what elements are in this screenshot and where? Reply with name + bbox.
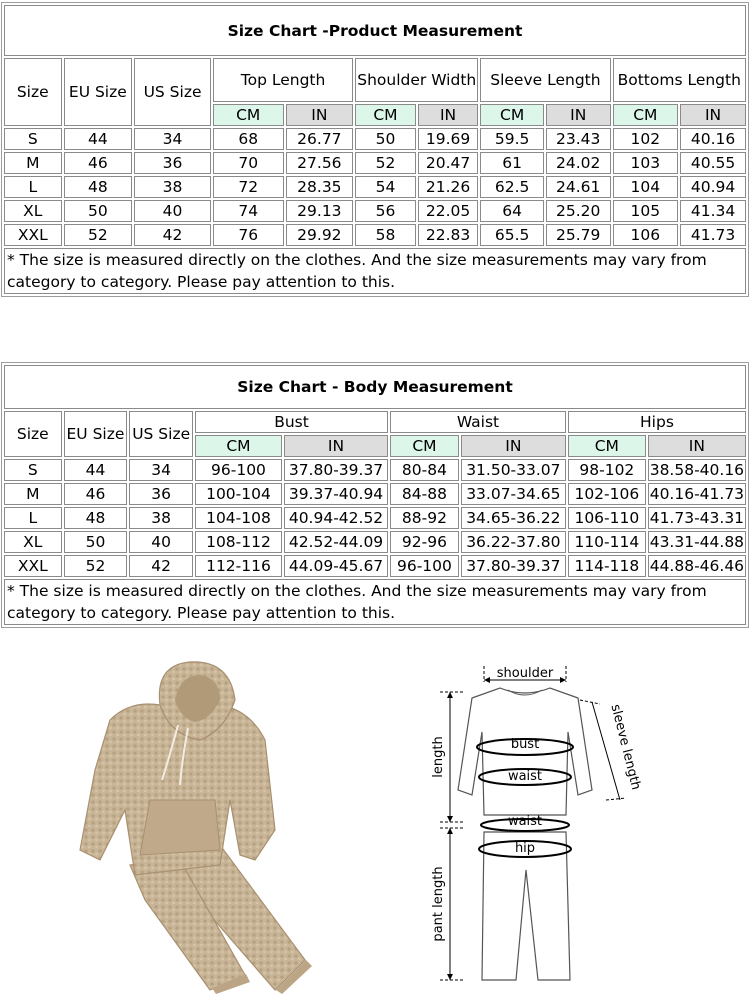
table-cell: 42 — [134, 224, 211, 246]
table-row — [4, 555, 746, 577]
table-cell: 105 — [613, 200, 679, 222]
table-cell: 104 — [613, 176, 679, 198]
table-cell: 24.61 — [546, 176, 611, 198]
table-cell: L — [4, 176, 62, 198]
body-table-title: Size Chart - Body Measurement — [4, 365, 746, 409]
header-sleeve-length: Sleeve Length — [480, 58, 610, 102]
table-cell: 34.65-36.22 — [461, 507, 566, 529]
table-cell: 23.43 — [546, 128, 611, 150]
table-cell: 25.20 — [546, 200, 611, 222]
table-cell: 44 — [64, 128, 133, 150]
table-cell: 104-108 — [195, 507, 282, 529]
table-cell: 37.80-39.37 — [284, 459, 388, 481]
label-bust: bust — [510, 737, 540, 752]
header-hips: Hips — [568, 411, 746, 433]
table-cell: 44 — [64, 459, 128, 481]
table-cell: 46 — [64, 483, 128, 505]
label-hip: hip — [514, 841, 536, 856]
table-cell: 102-106 — [568, 483, 646, 505]
table-cell: 96-100 — [390, 555, 459, 577]
table-cell: 24.02 — [546, 152, 611, 174]
table-cell: 40.16-41.73 — [649, 485, 745, 503]
table-cell: 74 — [213, 200, 284, 222]
table-cell: 36.22-37.80 — [461, 531, 566, 553]
table-cell: XXL — [4, 224, 62, 246]
table-cell: 110-114 — [568, 531, 646, 553]
header-waist: Waist — [390, 411, 566, 433]
header-us-size: US Size — [129, 411, 193, 457]
header-size: Size — [4, 58, 62, 126]
label-pant-length: pant length — [431, 866, 446, 942]
header-top-length: Top Length — [213, 58, 353, 102]
table-cell: 41.73-43.31 — [649, 509, 745, 527]
table-row — [4, 459, 746, 481]
table-cell: 34 — [129, 459, 193, 481]
unit-cm: CM — [390, 435, 459, 457]
table-cell: 64 — [480, 200, 544, 222]
table-cell: 56 — [355, 200, 416, 222]
table-cell: 42 — [129, 555, 193, 577]
unit-in: IN — [418, 104, 479, 126]
body-table-note: * The size is measured directly on the clothes. And the size measurements may vary from category to category. Please pay attention to this. — [4, 579, 746, 625]
table-cell: 108-112 — [195, 531, 282, 553]
table-cell: L — [4, 507, 62, 529]
unit-cm: CM — [355, 104, 416, 126]
table-cell: 38 — [129, 507, 193, 529]
table-row — [4, 531, 746, 553]
table-cell: 50 — [355, 128, 416, 150]
table-cell: 40.16 — [680, 128, 746, 150]
product-photo — [70, 660, 335, 995]
measurement-diagram — [420, 660, 650, 995]
table-row — [4, 152, 746, 174]
table-cell: 70 — [213, 152, 284, 174]
table-cell: 31.50-33.07 — [461, 459, 566, 481]
table-cell: 65.5 — [480, 224, 544, 246]
table-cell: 52 — [64, 555, 128, 577]
unit-cm: CM — [195, 435, 282, 457]
header-shoulder-width: Shoulder Width — [355, 58, 478, 102]
table-cell: 40.94 — [680, 176, 746, 198]
table-cell: 40 — [129, 531, 193, 553]
header-bottoms-length: Bottoms Length — [613, 58, 746, 102]
table-cell: 36 — [134, 152, 211, 174]
table-cell: 48 — [64, 507, 128, 529]
table-cell: XL — [4, 531, 62, 553]
unit-in: IN — [286, 104, 354, 126]
table-cell: 20.47 — [418, 152, 479, 174]
table-cell: 48 — [64, 176, 133, 198]
table-row — [4, 507, 746, 529]
table-cell: 50 — [64, 200, 133, 222]
table-cell: 54 — [355, 176, 416, 198]
label-shoulder: shoulder — [496, 666, 554, 681]
table-cell: 112-116 — [195, 555, 282, 577]
header-bust: Bust — [195, 411, 388, 433]
table-cell: 52 — [355, 152, 416, 174]
table-cell: 41.34 — [680, 200, 746, 222]
table-cell: 106 — [613, 224, 679, 246]
table-cell: 19.69 — [418, 128, 479, 150]
table-cell: 29.92 — [286, 224, 354, 246]
table-cell: 102 — [613, 128, 679, 150]
table-cell: 38.58-40.16 — [649, 461, 745, 479]
table-row — [4, 224, 746, 246]
table-cell: 92-96 — [390, 531, 459, 553]
label-waist-pants: waist — [507, 814, 543, 829]
hoodie-image — [80, 662, 275, 875]
table-cell: 43.31-44.88 — [649, 533, 745, 551]
table-cell: 37.80-39.37 — [461, 555, 566, 577]
table-cell: M — [4, 483, 62, 505]
table-cell: 40 — [134, 200, 211, 222]
table-cell: 58 — [355, 224, 416, 246]
table-cell: 100-104 — [195, 483, 282, 505]
unit-cm: CM — [613, 104, 679, 126]
table-cell: S — [4, 128, 62, 150]
product-size-table — [1, 2, 749, 297]
table-cell: 22.05 — [418, 200, 479, 222]
table-cell: 41.73 — [680, 224, 746, 246]
table-cell: 98-102 — [568, 459, 646, 481]
label-sleeve-length: sleeve length — [607, 702, 644, 792]
label-length: length — [431, 736, 446, 778]
header-eu-size: EU Size — [64, 58, 133, 126]
unit-cm: CM — [480, 104, 544, 126]
unit-in: IN — [461, 435, 566, 457]
table-cell: 36 — [129, 483, 193, 505]
table-cell: 106-110 — [568, 507, 646, 529]
table-cell: 21.26 — [418, 176, 479, 198]
table-cell: 42.52-44.09 — [284, 531, 388, 553]
product-table-title: Size Chart -Product Measurement — [4, 5, 746, 56]
table-row — [4, 128, 746, 150]
table-cell: 103 — [613, 152, 679, 174]
table-cell: 39.37-40.94 — [284, 483, 388, 505]
table-cell: 62.5 — [480, 176, 544, 198]
table-row — [4, 176, 746, 198]
unit-in: IN — [680, 104, 746, 126]
table-cell: 25.79 — [546, 224, 611, 246]
header-eu-size: EU Size — [64, 411, 128, 457]
table-cell: 33.07-34.65 — [461, 483, 566, 505]
table-cell: S — [4, 459, 62, 481]
table-cell: 26.77 — [286, 128, 354, 150]
header-us-size: US Size — [134, 58, 211, 126]
table-cell: 38 — [134, 176, 211, 198]
unit-in: IN — [546, 104, 611, 126]
table-cell: 40.55 — [680, 152, 746, 174]
unit-in: IN — [284, 435, 388, 457]
table-row — [4, 483, 746, 505]
table-cell: 44.09-45.67 — [284, 555, 388, 577]
table-cell: XXL — [4, 555, 62, 577]
table-row — [4, 200, 746, 222]
body-size-table — [1, 362, 749, 628]
table-cell: 88-92 — [390, 507, 459, 529]
table-cell: 28.35 — [286, 176, 354, 198]
unit-cm: CM — [213, 104, 284, 126]
table-cell: 50 — [64, 531, 128, 553]
table-cell: 61 — [480, 152, 544, 174]
table-cell: 22.83 — [418, 224, 479, 246]
table-cell: 40.94-42.52 — [284, 507, 388, 529]
product-table-note: * The size is measured directly on the clothes. And the size measurements may vary from category to category. Please pay attention to this. — [4, 248, 746, 294]
table-cell: 76 — [213, 224, 284, 246]
header-size: Size — [4, 411, 62, 457]
unit-cm: CM — [568, 435, 646, 457]
table-cell: M — [4, 152, 62, 174]
table-cell: 44.88-46.46 — [649, 557, 745, 575]
table-cell: 59.5 — [480, 128, 544, 150]
table-cell: 27.56 — [286, 152, 354, 174]
table-cell: 52 — [64, 224, 133, 246]
table-cell: 46 — [64, 152, 133, 174]
table-cell: 96-100 — [195, 459, 282, 481]
table-cell: 72 — [213, 176, 284, 198]
table-cell: 114-118 — [568, 555, 646, 577]
table-cell: XL — [4, 200, 62, 222]
table-cell: 68 — [213, 128, 284, 150]
table-cell: 34 — [134, 128, 211, 150]
table-cell: 29.13 — [286, 200, 354, 222]
table-cell: 84-88 — [390, 483, 459, 505]
unit-in: IN — [648, 435, 746, 457]
table-cell: 80-84 — [390, 459, 459, 481]
label-waist: waist — [507, 769, 543, 784]
